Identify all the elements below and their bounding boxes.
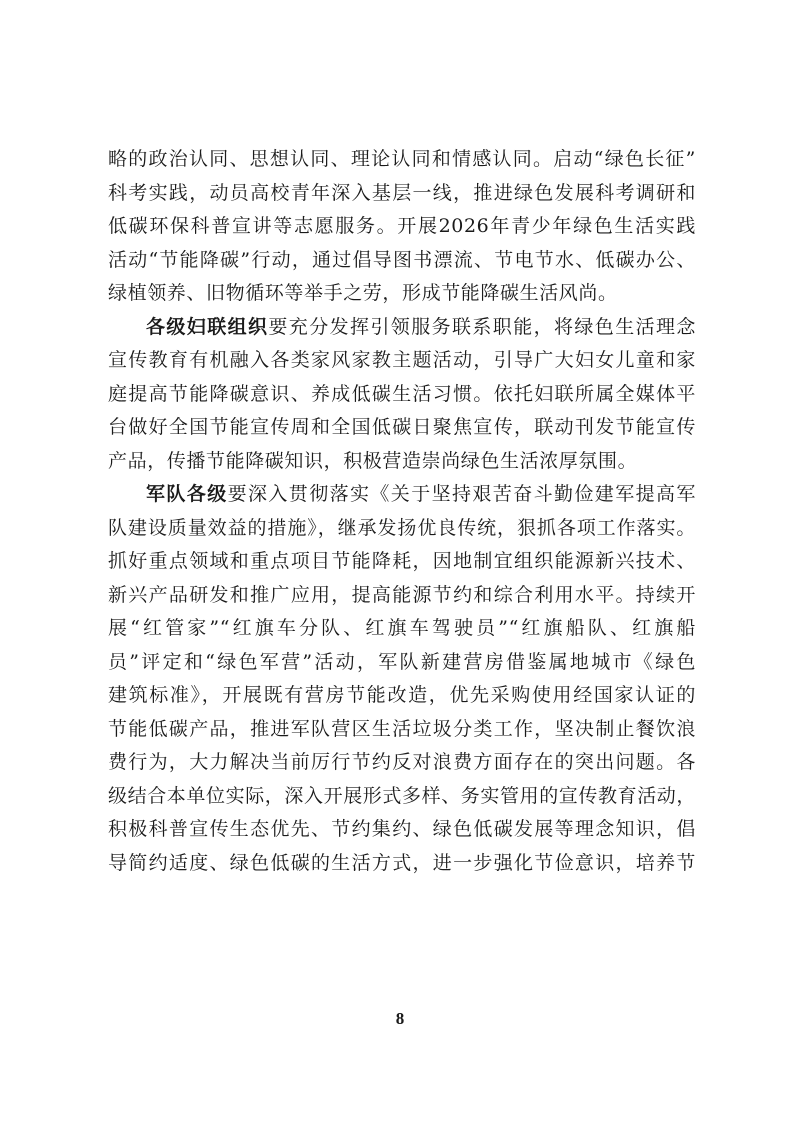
paragraph-lead: 军队各级 — [146, 483, 228, 505]
text-line: 抓好重点领域和重点项目节能降耗，因地制宜组织能源新兴技术、 — [108, 550, 696, 572]
text-line: 新兴产品研发和推广应用，提高能源节约和综合利用水平。持续开 — [108, 583, 696, 606]
page-number: 8 — [395, 1009, 405, 1028]
body-text — [108, 143, 696, 880]
text-line: 科考实践，动员高校青年深入基层一线，推进绿色发展科考调研和 — [108, 181, 696, 204]
text-line: 展“红管家”“红旗车分队、红旗车驾驶员”“红旗船队、红旗船 — [108, 617, 696, 639]
paragraph-first-line-text: 要深入贯彻落实《关于坚持艰苦奋斗勤俭建军提高军 — [227, 483, 696, 505]
text-line: 节能低碳产品，推进军队营区生活垃圾分类工作，坚决制止餐饮浪 — [108, 717, 696, 740]
paragraph-youth — [108, 143, 696, 311]
text-line: 庭提高节能降碳意识、养成低碳生活习惯。依托妇联所属全媒体平 — [108, 382, 696, 405]
paragraph-women-federation — [108, 311, 696, 479]
text-line: 导简约适度、绿色低碳的生活方式，进一步强化节俭意识，培养节 — [108, 851, 696, 874]
text-line: 级结合本单位实际，深入开展形式多样、务实管用的宣传教育活动， — [108, 784, 697, 807]
text-line: 绿植领养、旧物循环等举手之劳，形成节能降碳生活风尚。 — [108, 282, 618, 304]
text-line: 宣传教育有机融入各类家风家教主题活动，引导广大妇女儿童和家 — [108, 349, 696, 371]
paragraph-first-line — [108, 311, 696, 345]
paragraph-first-line-text: 要充分发挥引领服务联系职能，将绿色生活理念 — [268, 315, 696, 338]
text-line: 略的政治认同、思想认同、理论认同和情感认同。启动“绿色长征” — [108, 148, 696, 170]
paragraph-lead: 各级妇联组织 — [146, 315, 269, 338]
paragraph-first-line — [108, 478, 696, 512]
text-line: 活动“节能降碳”行动，通过倡导图书漂流、节电节水、低碳办公、 — [108, 248, 696, 271]
text-line: 队建设质量效益的措施》，继承发扬优良传统，狠抓各项工作落实。 — [108, 516, 696, 539]
paragraph-military — [108, 478, 696, 880]
text-line: 低碳环保科普宣讲等志愿服务。开展2026年青少年绿色生活实践 — [108, 215, 696, 237]
text-line: 台做好全国节能宣传周和全国低碳日聚焦宣传，联动刊发节能宣传 — [108, 416, 696, 438]
text-line: 产品，传播节能降碳知识，积极营造崇尚绿色生活浓厚氛围。 — [108, 449, 638, 472]
text-line: 费行为，大力解决当前厉行节约反对浪费方面存在的突出问题。各 — [108, 751, 696, 773]
text-line: 积极科普宣传生态优先、节约集约、绿色低碳发展等理念知识，倡 — [108, 818, 696, 840]
text-line: 员”评定和“绿色军营”活动，军队新建营房借鉴属地城市《绿色 — [108, 650, 696, 673]
text-line: 建筑标准》，开展既有营房节能改造，优先采购使用经国家认证的 — [108, 684, 696, 706]
